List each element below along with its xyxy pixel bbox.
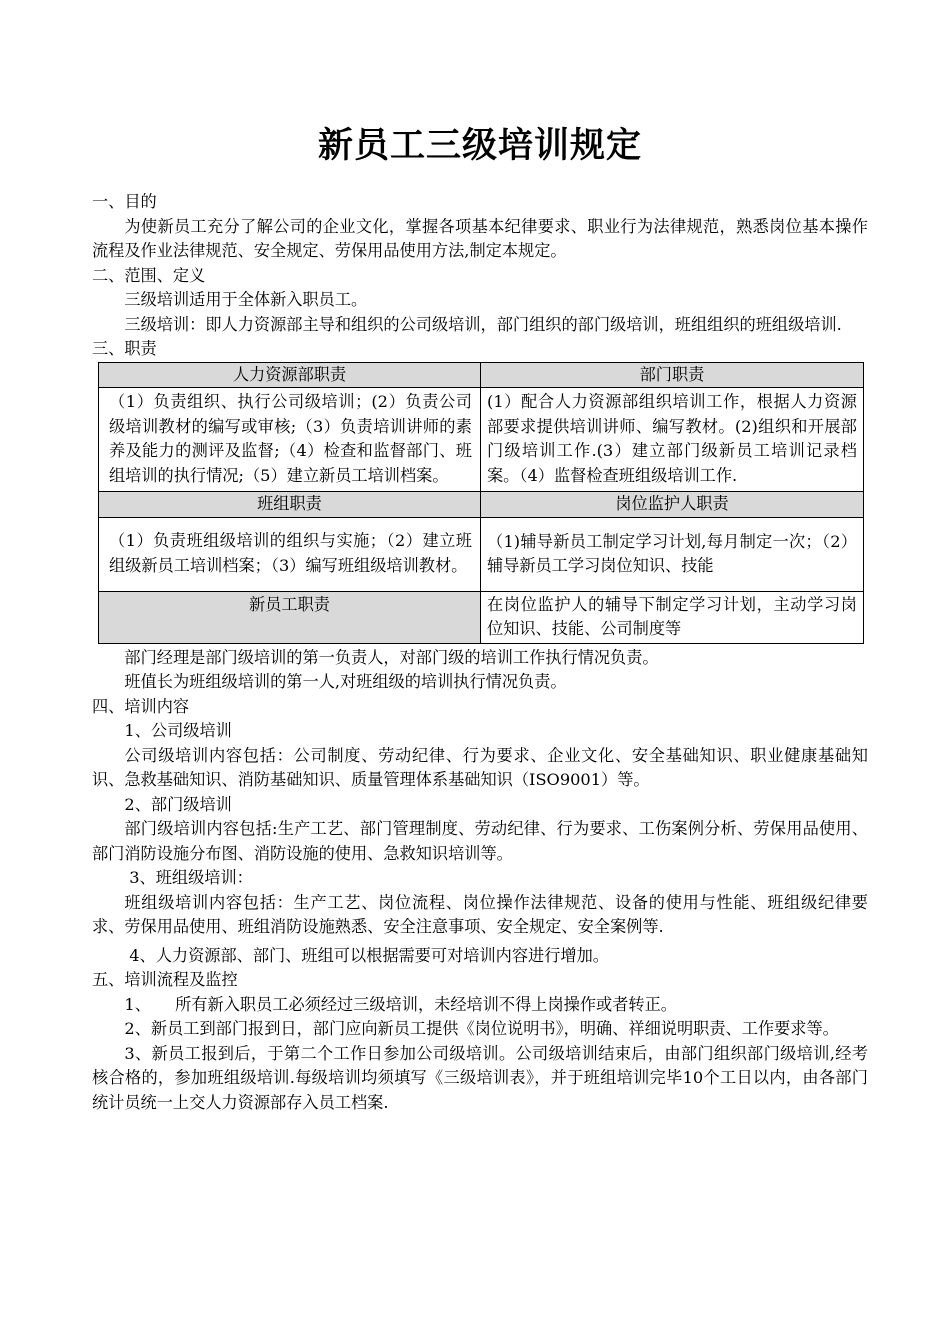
paragraph-scope-2: 三级培训：即人力资源部主导和组织的公司级培训，部门组织的部门级培训，班组组织的班组级培训. bbox=[124, 314, 842, 334]
paragraph-team-training: 班组级培训内容包括：生产工艺、岗位流程、岗位操作法律规范、设备的使用与性能、班组级纪律要求、劳保用品使用、班组消防设施熟悉、安全注意事项、安全规定、安全案例等. bbox=[92, 892, 868, 936]
document-body bbox=[92, 190, 868, 1115]
table-row bbox=[99, 591, 864, 643]
section-heading-scope: 二、范围、定义 bbox=[92, 265, 206, 285]
table-row bbox=[99, 388, 864, 492]
paragraph-dept-training: 部门级培训内容包括:生产工艺、部门管理制度、劳动纪律、行为要求、工伤案例分析、劳保用品使用、部门消防设施分布图、消防设施的使用、急救知识培训等。 bbox=[92, 819, 868, 863]
paragraph-duty-note-1: 部门经理是部门级培训的第一负责人，对部门级的培训工作执行情况负责。 bbox=[124, 647, 659, 667]
dept-duty-cell: (1）配合人力资源部组织培训工作，根据人力资源部要求提供培训讲师、编写教材。(2)组织和开展部门级培训工作.(3）建立部门级新员工培训记录档案。（4）监督检查班组级培训工作. bbox=[481, 388, 864, 492]
table-row bbox=[99, 492, 864, 518]
guardian-duty-cell: （1)辅导新员工制定学习计划,每月制定一次；（2）辅导新员工学习岗位知识、技能 bbox=[481, 517, 864, 591]
paragraph-process-1: 1、 所有新入职员工必须经过三级培训，未经培训不得上岗操作或者转正。 bbox=[124, 994, 677, 1014]
newstaff-duty-cell: 在岗位监护人的辅导下制定学习计划，主动学习岗位知识、技能、公司制度等 bbox=[481, 591, 864, 643]
paragraph-purpose: 为使新员工充分了解公司的企业文化，掌握各项基本纪律要求、职业行为法律规范，熟悉岗位基本操作流程及作业法律规范、安全规定、劳保用品使用方法,制定本规定。 bbox=[92, 216, 868, 260]
table-row bbox=[99, 517, 864, 591]
subheading-company-training: 1、公司级培训 bbox=[124, 721, 232, 740]
document-title: 新员工三级培训规定 bbox=[317, 126, 642, 166]
section-heading-content: 四、培训内容 bbox=[92, 696, 190, 716]
duty-table bbox=[98, 362, 864, 644]
hr-duty-header: 人力资源部职责 bbox=[99, 362, 481, 388]
team-duty-header: 班组职责 bbox=[99, 492, 481, 518]
section-heading-duties: 三、职责 bbox=[92, 339, 157, 358]
section-heading-purpose: 一、目的 bbox=[92, 192, 157, 211]
paragraph-content-extension: 4、人力资源部、部门、班组可以根据需要可对培训内容进行增加。 bbox=[129, 945, 609, 965]
subheading-team-training: 3、班组级培训： bbox=[129, 868, 253, 887]
paragraph-process-3: 3、新员工报到后，于第二个工作日参加公司级培训。公司级培训结束后，由部门组织部门级培训,经考核合格的，参加班组级培训.每级培训均须填写《三级培训表》，并于班组培训完毕10个工日以内，由各部门统计员统一上交人力资源部存入员工档案. bbox=[92, 1043, 868, 1112]
guardian-duty-header: 岗位监护人职责 bbox=[481, 492, 864, 518]
paragraph-process-2: 2、新员工到部门报到日，部门应向新员工提供《岗位说明书》，明确、祥细说明职责、工作要求等。 bbox=[124, 1019, 839, 1038]
paragraph-duty-note-2: 班值长为班组级培训的第一人,对班组级的培训执行情况负责。 bbox=[124, 672, 567, 691]
paragraph-scope-1: 三级培训适用于全体新入职员工。 bbox=[124, 290, 368, 309]
newstaff-duty-header: 新员工职责 bbox=[99, 591, 481, 643]
paragraph-company-training: 公司级培训内容包括：公司制度、劳动纪律、行为要求、企业文化、安全基础知识、职业健康基础知识、急救基础知识、消防基础知识、质量管理体系基础知识（ISO9001）等。 bbox=[92, 745, 868, 789]
table-row bbox=[99, 362, 864, 388]
section-heading-process: 五、培训流程及监控 bbox=[92, 970, 238, 989]
team-duty-cell: （1）负责班组级培训的组织与实施；（2）建立班组级新员工培训档案；（3）编写班组级培训教材。 bbox=[99, 517, 481, 591]
dept-duty-header: 部门职责 bbox=[481, 362, 864, 388]
subheading-dept-training: 2、部门级培训 bbox=[124, 794, 232, 814]
hr-duty-cell: （1）负责组织、执行公司级培训；(2）负责公司级培训教材的编写或审核;（3）负责培训讲师的素养及能力的测评及监督;（4）检查和监督部门、班组培训的执行情况;（5）建立新员工培训档案。 bbox=[99, 388, 481, 492]
